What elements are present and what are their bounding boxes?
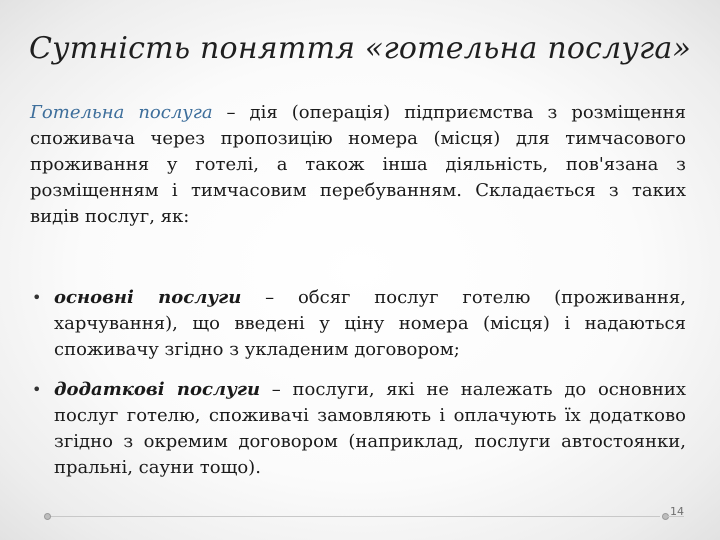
footer-dot-left-icon (44, 513, 51, 520)
bullet-icon: • (32, 380, 42, 399)
bullet-term: додаткові послуги (54, 379, 261, 400)
service-types-list (30, 285, 686, 481)
slide-title: Сутність поняття «готельна послуга» (28, 31, 692, 66)
bullet-term: основні послуги (54, 287, 242, 308)
list-item-main-services (30, 285, 686, 363)
bullet-text: – послуги, які не належать до основних послуг готелю, споживачі замовляють і оплачують їх додатково згідно з окремим договором (наприклад, послуги автостоянки, пральні, сауни тощо). (54, 379, 686, 478)
intro-term: Готельна послуга (30, 102, 213, 123)
bullet-text: – обсяг послуг готелю (проживання, харчування), що введені у ціну номера (місця) і надаються споживачу згідно з укладеним договором; (54, 287, 687, 360)
footer-divider-left (50, 516, 660, 517)
intro-paragraph (30, 100, 686, 230)
intro-text: – дія (операція) підприємства з розміщення споживача через пропозицію номера (місця) для тимчасового проживання у готелі, а також інша діяльність, пов'язана з розміщенням і тимчасовим перебуванням. Складається з таких видів послуг, як: (30, 102, 686, 227)
bullet-icon: • (32, 288, 42, 307)
page-number: 14 (670, 505, 684, 518)
list-item-additional-services (30, 377, 686, 481)
